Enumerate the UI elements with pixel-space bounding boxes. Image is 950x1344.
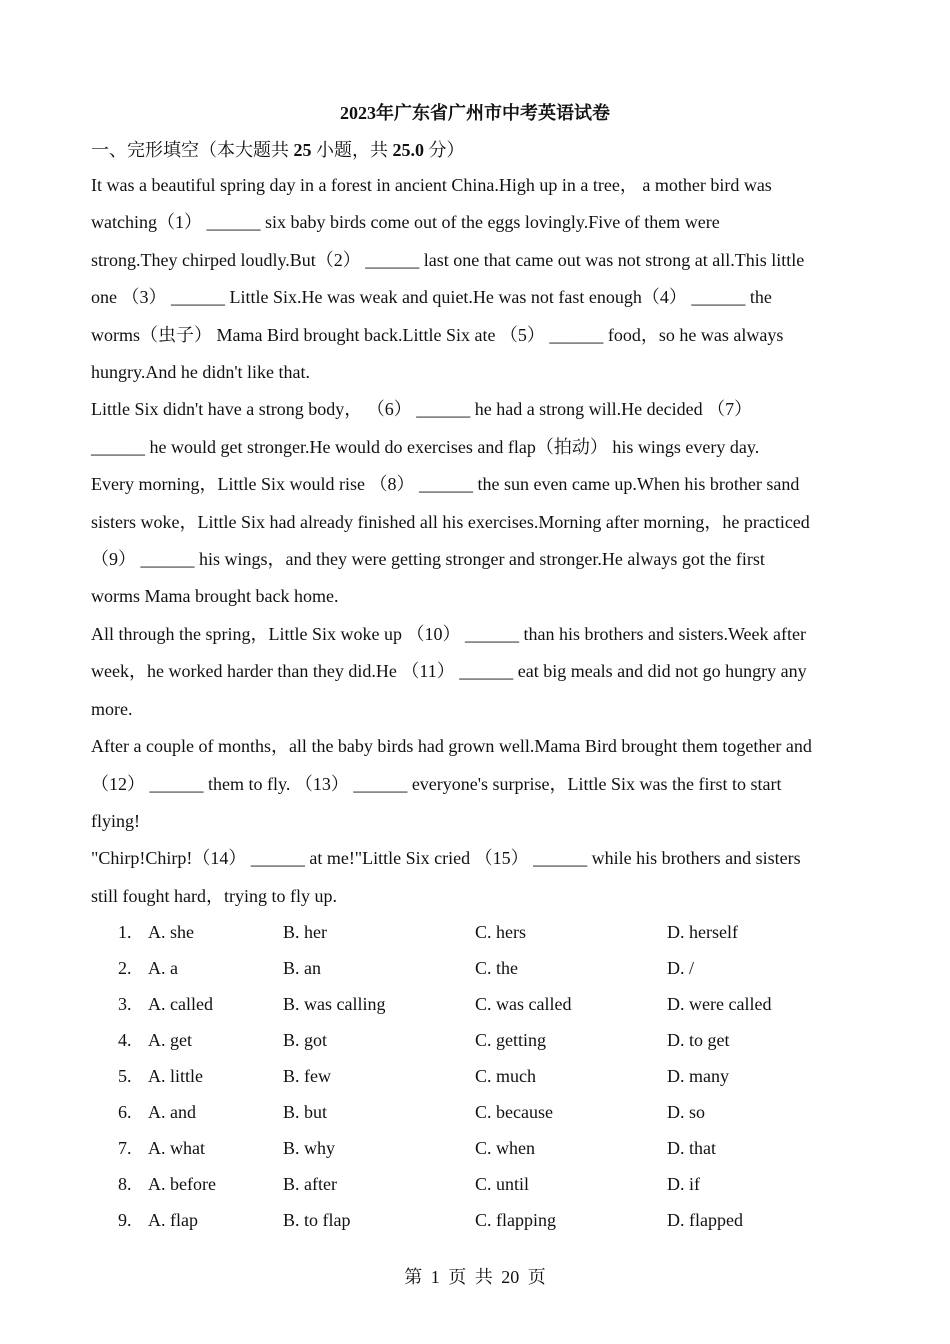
- page-footer: 第 1 页 共 20 页: [404, 1267, 546, 1287]
- option-a: A. get: [148, 1030, 192, 1050]
- option-b: B. was calling: [283, 994, 386, 1014]
- question-row: [0, 954, 950, 990]
- question-row: [0, 1206, 950, 1242]
- passage-line: flying!: [91, 810, 140, 831]
- question-number: 9.: [118, 1210, 132, 1230]
- option-d: D. that: [667, 1138, 716, 1158]
- section-question-count: 25: [293, 140, 312, 160]
- option-c: C. the: [475, 958, 518, 978]
- passage-line: more.: [91, 698, 133, 719]
- option-d: D. if: [667, 1174, 700, 1194]
- option-a: A. what: [148, 1138, 205, 1158]
- section-heading-suffix: 分）: [424, 140, 465, 160]
- option-c: C. getting: [475, 1030, 546, 1050]
- question-number: 4.: [118, 1030, 132, 1050]
- option-c: C. was called: [475, 994, 572, 1014]
- passage-line: one （3） ______ Little Six.He was weak and quiet.He was not fast enough（4） ______ the: [91, 287, 772, 308]
- section-heading-mid: 小题，共: [311, 140, 393, 160]
- option-b: B. after: [283, 1174, 337, 1194]
- option-a: A. flap: [148, 1210, 198, 1230]
- option-b: B. why: [283, 1138, 336, 1158]
- passage-line: worms（虫子） Mama Bird brought back.Little Six ate （5） ______ food，so he was always: [91, 324, 784, 345]
- passage-line: sisters woke，Little Six had already finished all his exercises.Morning after morning，he practiced: [91, 511, 810, 532]
- option-c: C. flapping: [475, 1210, 556, 1230]
- option-a: A. called: [148, 994, 213, 1014]
- passage-line: still fought hard，trying to fly up.: [91, 885, 337, 906]
- option-b: B. but: [283, 1102, 328, 1122]
- passage-line: After a couple of months，all the baby birds had grown well.Mama Bird brought them together and: [91, 736, 812, 757]
- passage-line: Little Six didn't have a strong body， （6） ______ he had a strong will.He decided （7）: [91, 399, 753, 420]
- passage-line: All through the spring，Little Six woke up （10） ______ than his brothers and sisters.Week after: [91, 623, 806, 644]
- question-row: [0, 1170, 950, 1206]
- question-number: 8.: [118, 1174, 132, 1194]
- option-b: B. her: [283, 922, 327, 942]
- option-b: B. to flap: [283, 1210, 351, 1230]
- option-c: C. because: [475, 1102, 553, 1122]
- passage-line: （12） ______ them to fly. （13） ______ everyone's surprise，Little Six was the first to start: [91, 773, 782, 794]
- section-heading: [91, 138, 465, 162]
- section-score: 25.0: [392, 140, 424, 160]
- passage-line: strong.They chirped loudly.But（2） ______ last one that came out was not strong at all.This little: [91, 249, 805, 270]
- passage-line: watching（1） ______ six baby birds come out of the eggs lovingly.Five of them were: [91, 212, 720, 233]
- option-d: D. to get: [667, 1030, 730, 1050]
- option-d: D. flapped: [667, 1210, 743, 1230]
- option-b: B. few: [283, 1066, 331, 1086]
- passage-line: "Chirp!Chirp!（14） ______ at me!"Little Six cried （15） ______ while his brothers and sisters: [91, 848, 801, 869]
- option-a: A. she: [148, 922, 194, 942]
- option-c: C. until: [475, 1174, 530, 1194]
- option-d: D. herself: [667, 922, 738, 942]
- option-a: A. before: [148, 1174, 216, 1194]
- option-b: B. an: [283, 958, 321, 978]
- question-row: [0, 1134, 950, 1170]
- passage-line: （9） ______ his wings，and they were getting stronger and stronger.He always got the first: [91, 549, 765, 570]
- question-row: [0, 1062, 950, 1098]
- question-number: 5.: [118, 1066, 132, 1086]
- option-c: C. when: [475, 1138, 535, 1158]
- question-number: 6.: [118, 1102, 132, 1122]
- question-number: 7.: [118, 1138, 132, 1158]
- option-a: A. a: [148, 958, 178, 978]
- cloze-passage: [91, 167, 861, 915]
- option-d: D. were called: [667, 994, 772, 1014]
- passage-line: Every morning，Little Six would rise （8） ______ the sun even came up.When his brother sand: [91, 474, 800, 495]
- option-d: D. /: [667, 958, 694, 978]
- passage-line: ______ he would get stronger.He would do exercises and flap（拍动） his wings every day.: [91, 436, 760, 457]
- option-a: A. and: [148, 1102, 196, 1122]
- option-d: D. many: [667, 1066, 729, 1086]
- passage-line: hungry.And he didn't like that.: [91, 362, 311, 383]
- option-b: B. got: [283, 1030, 328, 1050]
- option-a: A. little: [148, 1066, 203, 1086]
- passage-line: week，he worked harder than they did.He （11） ______ eat big meals and did not go hungry any: [91, 661, 807, 682]
- passage-line: It was a beautiful spring day in a forest in ancient China.High up in a tree， a mother bird was: [91, 175, 772, 195]
- page-title: 2023年广东省广州市中考英语试卷: [340, 103, 610, 123]
- passage-line: worms Mama brought back home.: [91, 586, 339, 607]
- option-c: C. hers: [475, 922, 526, 942]
- question-row: [0, 1098, 950, 1134]
- question-row: [0, 918, 950, 954]
- question-row: [0, 990, 950, 1026]
- question-number: 1.: [118, 922, 132, 942]
- question-number: 3.: [118, 994, 132, 1014]
- section-heading-prefix: 一、完形填空（本大题共: [91, 140, 294, 160]
- option-d: D. so: [667, 1102, 706, 1122]
- option-c: C. much: [475, 1066, 536, 1086]
- question-row: [0, 1026, 950, 1062]
- question-number: 2.: [118, 958, 132, 978]
- answer-options-list: [0, 918, 950, 1242]
